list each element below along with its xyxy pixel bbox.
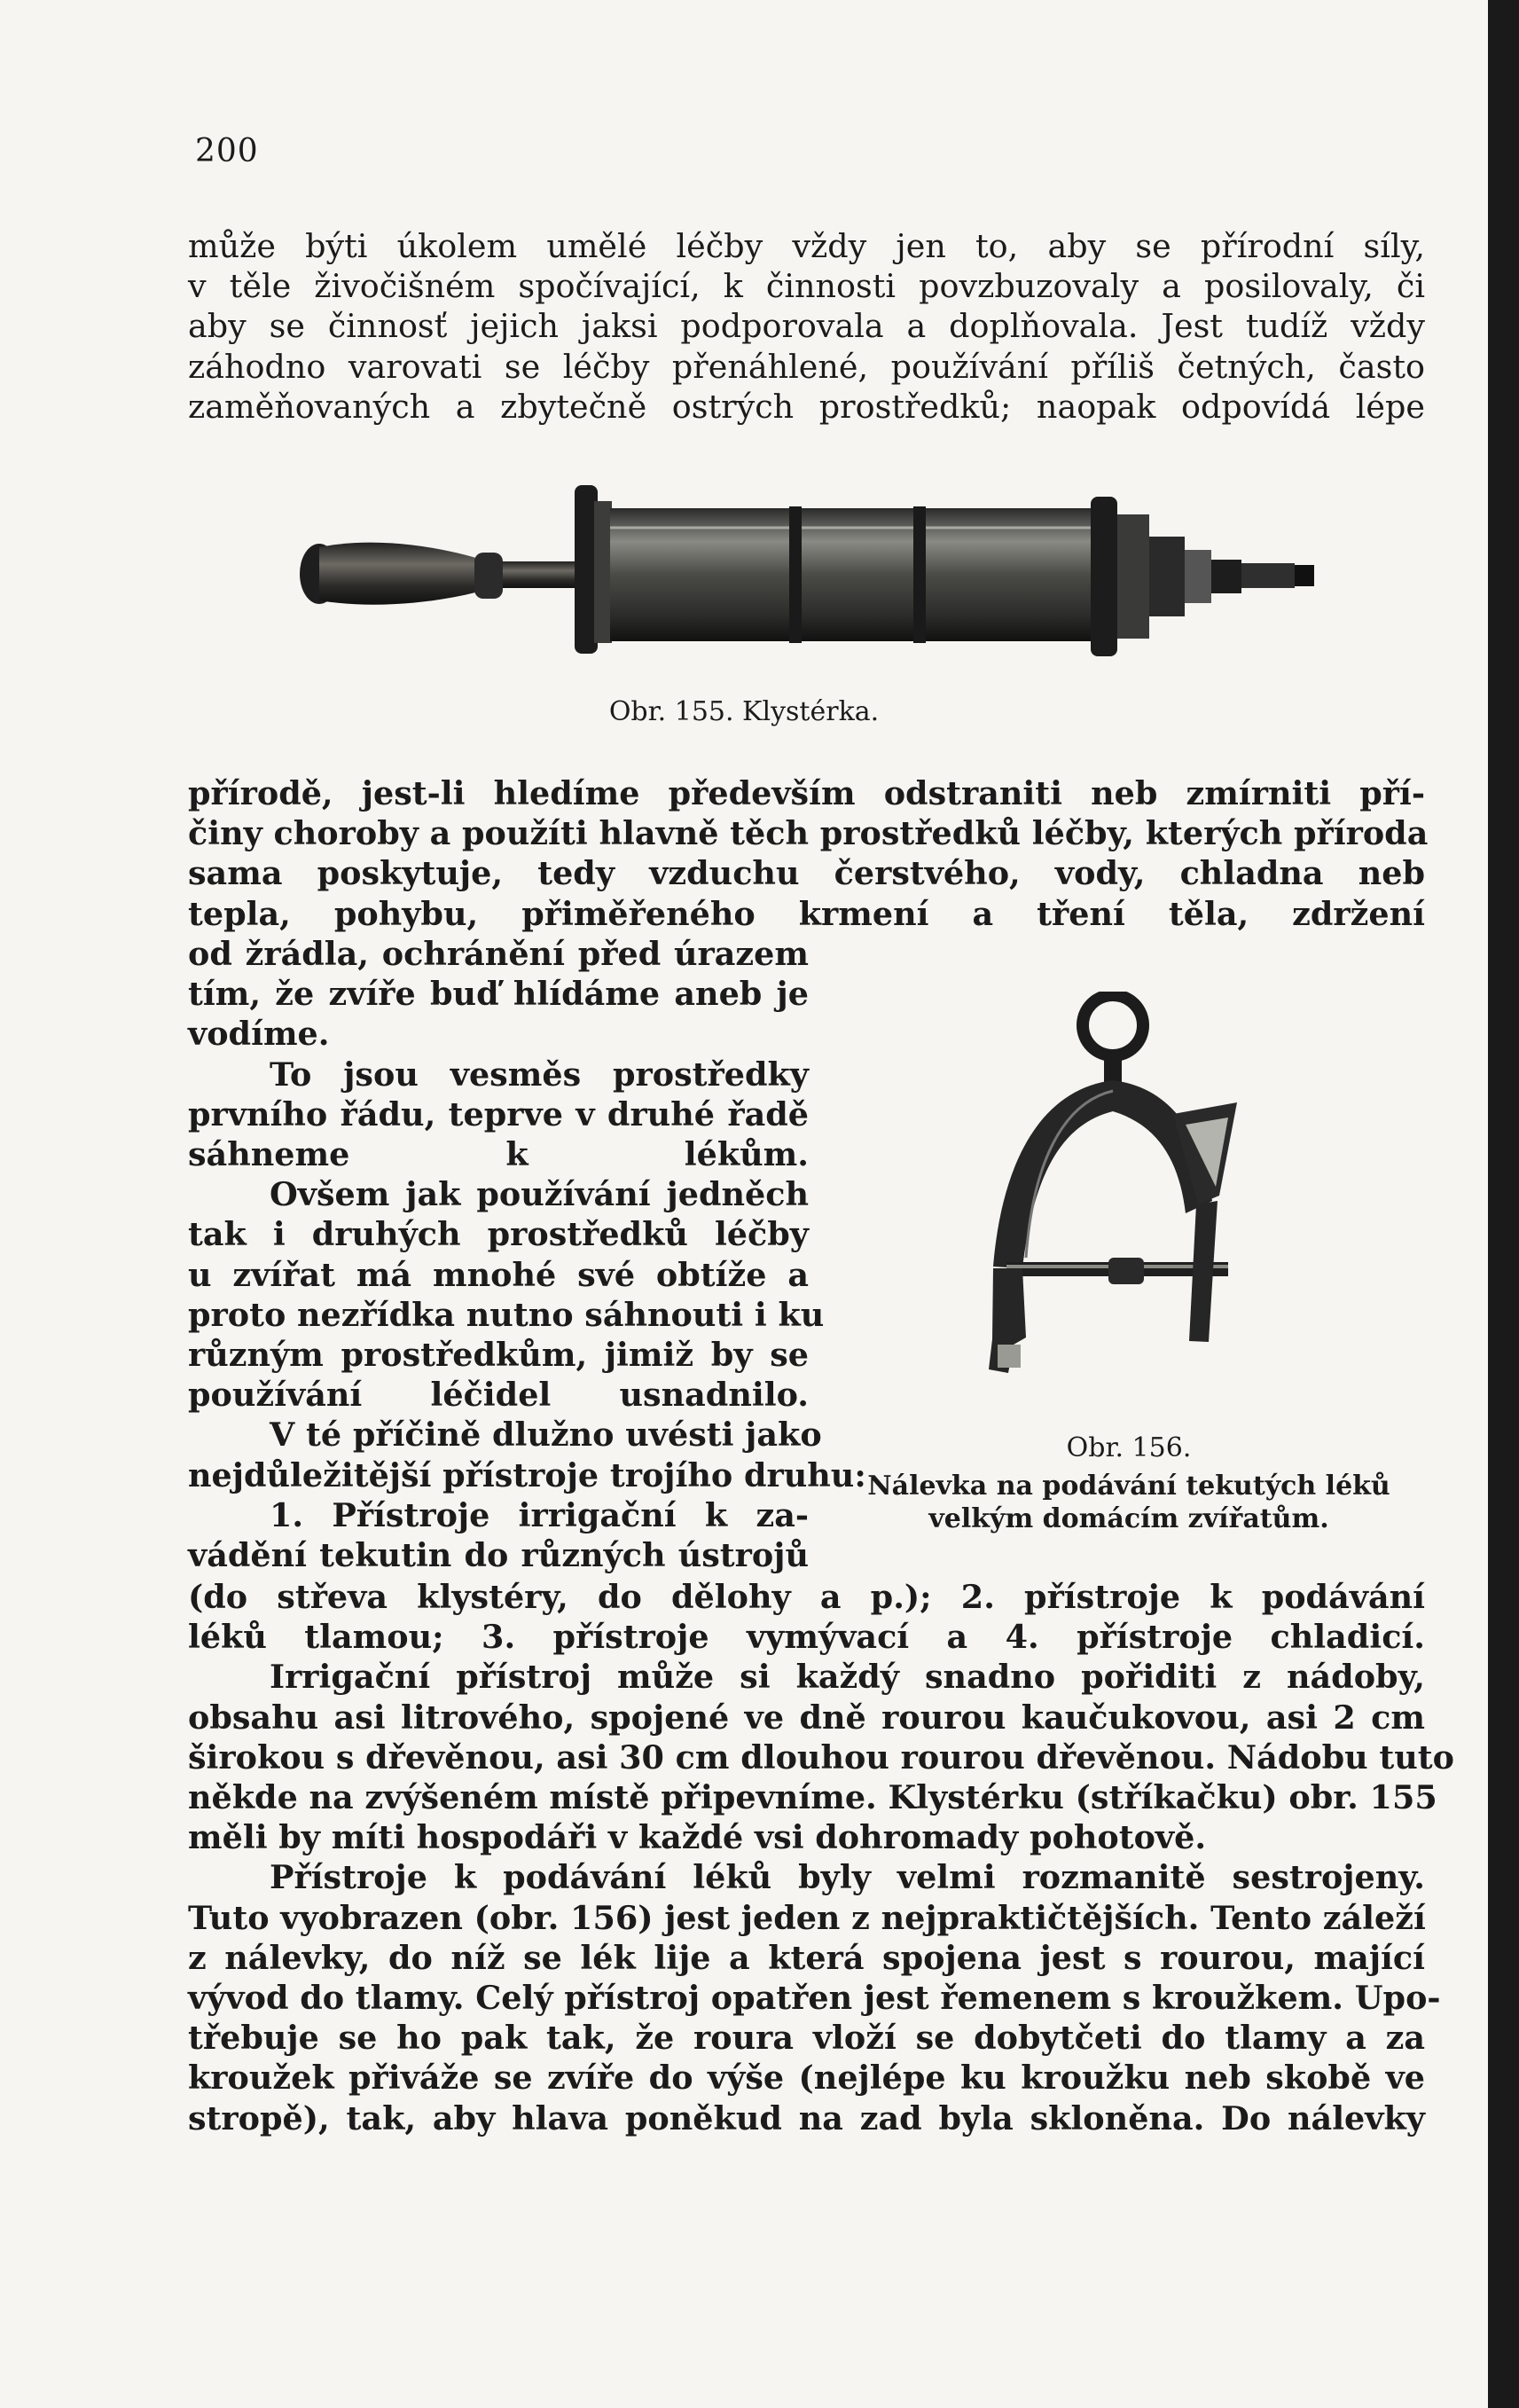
text-line: širokou s dřevěnou, asi 30 cm dlouhou rourou dřevěnou. Nádobu tuto — [188, 1737, 1455, 1777]
text-line: nejdůležitější přístroje trojího druhu: — [188, 1455, 866, 1494]
text-line: Tuto vyobrazen (obr. 156) jest jeden z nejpraktičtějších. Tento záleží — [188, 1898, 1426, 1937]
text-line: vodíme. — [188, 1015, 330, 1054]
paragraph-bottom — [188, 1577, 1455, 2138]
text-line: Irrigační přístroj může si každý snadno pořiditi z nádoby, — [270, 1658, 1425, 1697]
text-line: sáhneme k lékům. — [188, 1135, 809, 1174]
text-line: činy choroby a použíti hlavně těch prostředků léčby, kterých příroda — [188, 814, 1429, 853]
text-line: kroužek přiváže se zvíře do výše (nejlépe ku kroužku neb skobě ve — [188, 2059, 1425, 2098]
figure-156-caption-line2: velkým domácím zvířatům. — [928, 1503, 1329, 1534]
text-line: tím, že zvíře buď hlídáme aneb je — [188, 975, 809, 1014]
text-line: sama poskytuje, tedy vzduchu čerstvého, vody, chladna neb — [188, 854, 1425, 893]
text-line: léků tlamou; 3. přístroje vymývací a 4. přístroje chladicí. — [188, 1618, 1425, 1657]
text-line: (do střeva klystéry, do dělohy a p.); 2. přístroje k podávání — [188, 1578, 1425, 1616]
text-line: Přístroje k podávání léků byly velmi rozmanitě sestrojeny. — [270, 1858, 1425, 1897]
text-line: V té příčině dlužno uvésti jako — [270, 1416, 822, 1455]
left-column-text — [188, 934, 866, 1575]
text-line: v těle živočišném spočívající, k činnosti povzbuzovaly a posilovaly, či — [188, 267, 1425, 306]
text-line: od žrádla, ochránění před úrazem — [188, 935, 809, 973]
text-line: různým prostředkům, jimiž by se — [188, 1336, 809, 1375]
text-line: tak i druhých prostředků léčby — [188, 1215, 809, 1254]
text-line: někde na zvýšeném místě připevníme. Klystérku (stříkačku) obr. 155 — [188, 1778, 1437, 1817]
text-line: vývod do tlamy. Celý přístroj opatřen jest řemenem s kroužkem. Upo- — [188, 1979, 1441, 2018]
text-line: 1. Přístroje irrigační k za- — [270, 1495, 809, 1534]
text-line: záhodno varovati se léčby přenáhlené, používání příliš četných, často — [188, 347, 1425, 386]
text-line: obsahu asi litrového, spojené ve dně rourou kaučukovou, asi 2 cm — [188, 1698, 1425, 1737]
syringe-illustration — [293, 475, 1321, 661]
text-line: přírodě, jest-li hledíme především odstraniti neb zmírniti pří- — [188, 774, 1425, 812]
text-line: tepla, pohybu, přiměřeného krmení a tření těla, zdržení — [188, 894, 1425, 933]
text-line: používání léčidel usnadnilo. — [188, 1376, 809, 1415]
paragraph-top — [188, 226, 1425, 427]
text-line: To jsou vesměs prostředky — [270, 1055, 809, 1094]
page-number: 200 — [195, 133, 259, 169]
text-line: u zvířat má mnohé své obtíže a — [188, 1255, 809, 1294]
text-line: třebuje se ho pak tak, že roura vloží se dobytčeti do tlamy a za — [188, 2019, 1425, 2058]
text-line: Ovšem jak používání jedněch — [270, 1175, 809, 1214]
text-line: stropě), tak, aby hlava poněkud na zad byla skloněna. Do nálevky — [188, 2098, 1425, 2137]
figure-155-caption: Obr. 155. Klystérka. — [608, 696, 880, 727]
figure-156-number: Obr. 156. — [1066, 1432, 1192, 1463]
text-line: vádění tekutin do různých ústrojů — [188, 1536, 809, 1575]
text-line: měli by míti hospodáři v každé vsi dohromady pohotově. — [188, 1818, 1207, 1857]
figure-156-caption-line1: Nálevka na podávání tekutých léků — [867, 1471, 1390, 1502]
funnel-illustration — [980, 992, 1272, 1408]
text-line: proto nezřídka nutno sáhnouti i ku — [188, 1295, 825, 1334]
text-line: může býti úkolem umělé léčby vždy jen to, aby se přírodní síly, — [188, 227, 1425, 265]
text-line: z nálevky, do níž se lék lije a která spojena jest s rourou, mající — [188, 1938, 1425, 1977]
text-line: aby se činnosť jejich jaksi podporovala a doplňovala. Jest tudíž vždy — [188, 307, 1425, 346]
text-line: prvního řádu, teprve v druhé řadě — [188, 1094, 809, 1133]
paragraph-middle — [188, 773, 1429, 934]
text-line: zaměňovaných a zbytečně ostrých prostředků; naopak odpovídá lépe — [188, 387, 1425, 426]
